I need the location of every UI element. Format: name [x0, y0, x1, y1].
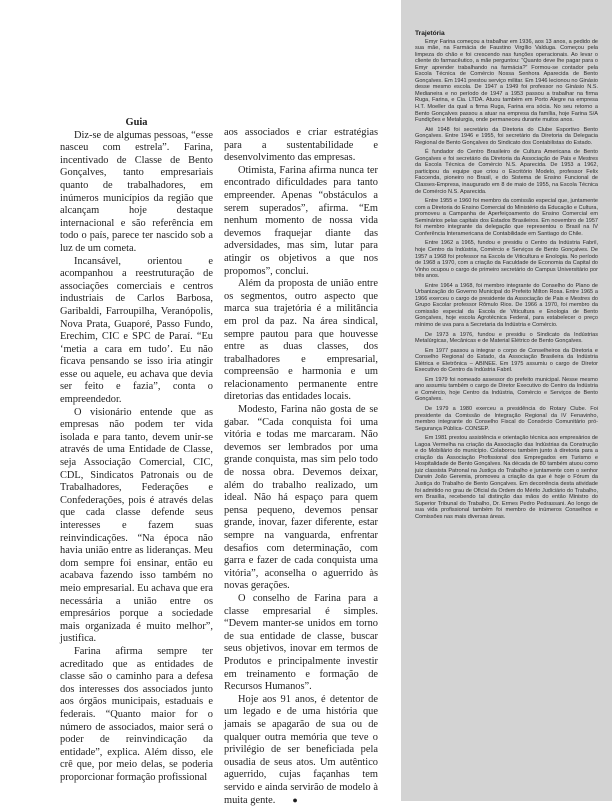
article-paragraph: Incansável, orientou e acompanhou a reestruturação de associações comerciais e centros industriais de Carlos Barbosa, Garibaldi, Farroupilha, Veranópolis, Nova Prata, Guaporé, Passo Fundo, Erechim, CIC e SPC de Paraí. “Eu ‘metia a cara em tudo’. Eu não ficava pensando se isso iria atingir esse ou aquele, eu achava que devia ser feito e fazia”, conta o empreendedor. [60, 255, 213, 406]
sidebar-paragraph: Entre 1964 a 1968, foi membro integrante do Conselho do Plano de Urbanização do Governo Municipal do Prefeito Milton Rosa. Entre 1965 a 1966 exerceu o cargo de presidente da Associação de Pais e Mestres do Grupo Escolar professor Rômulo Rios. De 1966 a 1970, foi membro da comissão especial da Escola de Viticultura e Enologia de Bento Gonçalves, hoje escola Agrotécnica Federal, para estabelecer o preço mínimo de uva para a Secretaria da Indústria e Comércio. [415, 282, 598, 328]
article-paragraph: Modesto, Farina não gosta de se gabar. “Cada conquista foi uma vitória e todas me marcaram. Não devemos ser lembrados por uma grande conquista, mas sim pelo todo de nossa obra. Devemos deixar, além do trabalho realizado, um ideal. Não há espaço para quem pensa pequeno, devemos pensar grande, inovar, fazer diferente, estar sempre na vanguarda, enfrentar desafios com determinação, com garra e fazer de cada conquista uma vitória”, aconselha o aguerrido às novas gerações. [224, 404, 378, 592]
article-paragraph: Otimista, Farina afirma nunca ter encontrado dificuldades para tanto empreender. Apenas “obstáculos a serem superados”, afirma. “Em nenhum momento de nossa vida devemos fraquejar diante das adversidades, mas sim, lutar para atingir os objetivos a que nos propomos”, conclui. [224, 164, 378, 277]
sidebar-paragraph: Até 1948 foi secretário da Diretoria do Clube Esportivo Bento Gonçalves. Entre 1946 e 1955, foi secretário da Diretoria da Delegacia Regional de Bento Gonçalves do Sindicato dos Contabilistas do Estado. [415, 126, 598, 146]
article-paragraph: O visionário entende que as empresas não podem ter vida isolada e para tanto, devem unir-se através de uma Entidade de Classe, seja Associação Comercial, CIC, CDL, Sindicatos Patronais ou de Trabalhadores, Federações e Confederações, pois é através delas que cada classe defende seus interesses e fazem suas reinvindicações. “Na época não havia união entre as lideranças. Meu dom sempre foi ensinar, então eu acabava fazendo isso também no meio empresarial. Eu achava que era necessária a união entre os empresários porque a sociedade mais organizada é muito melhor”, justifica. [60, 406, 213, 645]
article-paragraph: Diz-se de algumas pessoas, “esse nasceu com estrela”. Farina, incentivado de Classe de Bento Gonçalves, tanto empresariais quanto de trabalhadores, em inúmeros municípios da região que alcançam hoje destaque internacional e são referência em todo o país, parece ter nascido sob a luz de um cometa. [60, 129, 213, 254]
sidebar-paragraph: Em 1977 passou a integrar o corpo de Conselheiros da Diretoria e Conselho Regional do Estado, da Associação Brasileira da Indústria Elétrica e Eletrônica – ABINEE. Em 1975 assumiu o cargo de Diretor Executivo do Centro da Indústria Fabril. [415, 347, 598, 374]
section-heading: Guia [125, 117, 148, 128]
sidebar-paragraph: De 1979 a 1980 exerceu a presidência do Rotary Clube. Foi presidente da Comissão de Integração Regional da IV Fenavinho, membro integrante do Conselho Fiscal do Consórcio Comunitário pró-Segurança Pública- CONSEP. [415, 405, 598, 432]
trajectory-sidebar [401, 0, 612, 801]
article-column-2 [224, 127, 378, 808]
end-of-article-mark: ● [292, 795, 298, 806]
sidebar-paragraph: Em 1979 foi nomeado assessor do prefeito municipal. Nesse mesmo ano assumiu também o cargo de Diretor Executivo do Centro da Indústria e Comércio, hoje Centro da Indústria, Comércio e Serviços de Bento Gonçalves. [415, 376, 598, 403]
article-paragraph: aos associados e criar estratégias para a sustentabilidade e desenvolvimento das empresas. [224, 127, 378, 164]
sidebar-paragraph: Em 1981 prestou assistência e orientação técnica aos empresários de Lagoa Vermelha na criação da Associação das Indústrias da Construção e do Mobiliário do município. Colaborou também junto à diretoria para a criação da Associação Profissional dos Empregados em Turismo e Hospitalidade de Bento Gonçalves. Na década de 80 também atuou como juiz classista Patronal na Justiça do Trabalho e juntamente com o senhor Darwin João Geremia, promoveu a criação da que é hoje o Fórum da Justiça do Trabalho de Bento Gonçalves. Em decorrência desta atividade foi admitido no grau de Oficial da Ordem do Mérito Judiciário do Trabalho, em Brasília, recebendo tal distinção das mãos do então Ministro do Superior Tribunal do Trabalho, Dr. Ermes Pedro Pedrassani. Ao longo de sua vida profissional também foi membro de inúmeros Conselhos e Comissões nas mais diversas áreas. [415, 435, 598, 520]
sidebar-title: Trajetória [415, 30, 445, 37]
sidebar-paragraph: Entre 1955 e 1960 foi membro da comissão especial que, juntamente com a Diretoria do Ensino Comercial do Ministério da Educação e Cultura, promoveu a Campanha de Aperfeiçoamento do Ensino Comercial em Seminários pelas capitais dos Estados Brasileiros. Em novembro de 1957 foi membro integrante da delegação que representou o Brasil na IV Conferência Interamericana de Contabilidade em Santiago do Chile. [415, 198, 598, 237]
sidebar-content [415, 31, 598, 523]
sidebar-paragraph: Emyr Farina começou a trabalhar em 1936, aos 13 anos, a pedido de sua mãe, na Farmácia de Faustino Virgílio Valduga. Começou pela limpeza do chão e foi crescendo nas funções operacionais. Ao levar o cliente do farmacêutico, a mãe perguntou: “Quanto deve lhe pagar para o Emyr aprender trabalhando na farmácia?” Formou-se contador pela Escola Técnica de Comércio Nossa Senhora Aparecida de Bento Gonçalves. Em 1941 prestou serviço militar. Em 1946 lecionou no Ginásio desse mesmo escola. De 1947 a 1949 foi professor no Ginásio N.S. Medianeira e no período de 1947 a 1953 passou a trabalhar na firma Ruga, Farina, e Cia. LTDA. Atuou também em Porto Alegre na empresa H.T. Moeller da qual a firma Ruga, Farina era sócia. No seu retorno a Bento Gonçalves passou a atuar na empresa da família, hoje Farina S/A Fundições e Metalurgia, onde permaneceu durante muitos anos. [415, 38, 598, 124]
article-paragraph-last [224, 694, 378, 808]
sidebar-paragraph: É fundador do Centro Brasileiro de Cultura Americana de Bento Gonçalves e foi secretário da Diretoria da Associação de Pais e Mestres da Escola Técnica de Comércio N.S. Aparecida. De 1953 a 1962, participou da equipe que criou o Escritório Modelo, professor Felix Faccenda, pioneiro no Brasil, e do Sistema de Ensino Funcional de Classes-Empresa, inaugurado em 8 de maio de 1955, na Escola Técnica de Comércio N.S. Aparecida. [415, 149, 598, 195]
sidebar-paragraph: De 1973 a 1976, fundou e presidiu o Sindicato da Indústrias Metalúrgicas, Mecânicas e de Material Elétrico de Bento Gonçalves. [415, 331, 598, 345]
article-paragraph: O conselho de Farina para a classe empresarial é simples. “Devem manter-se unidos em torno de sua entidade de classe, buscar seus objetivos, inovar em termos de Produtos e principalmente investir em treinamento e formação de Recursos Humanos”. [224, 592, 378, 693]
sidebar-paragraph: Entre 1962 a 1965, fundou e presidiu o Centro da Indústria Fabril, hoje Centro da Indústria, Comércio e Serviços de Bento Gonçalves. De 1957 a 1968 foi professor na Escola de Viticultura e Enologia. No período de 1968 a 1970, com a criação da Faculdade de Economia da Capital do Vinho ocupou o cargo de primeiro secretário do Campus Universitário por três anos. [415, 240, 598, 280]
article-paragraph: Farina afirma sempre ter acreditado que as entidades de classe são o caminho para a defesa dos interesses dos associados junto aos órgãos municipais, estaduais e federais. “Quanto maior for o número de associados, maior será o poder de reinvindicação da entidade”, explica. Além disso, ele crê que, por meio delas, se poderia proporcionar formação profissional [60, 645, 213, 783]
article-paragraph-text: Hoje aos 91 anos, é detentor de um legado e de uma história que jamais se apagarão de sua ou de qualquer outra memória que teve o privilégio de ser beneficiada pela ousadia de seus atos. Um autêntico aguerrido, cujas façanhas tem servido e ainda servirão de modelo à muita gente. [224, 693, 378, 807]
article-column-1 [60, 117, 213, 784]
article-paragraph: Além da proposta de união entre os segmentos, outro aspecto que marca sua trajetória é a militância em prol da paz. Na área sindical, sempre pautou para que houvesse entre as duas classes, dos trabalhadores e empresarial, compreensão e harmonia e um relacionamento permanente entre diretorias das entidades locais. [224, 278, 378, 403]
